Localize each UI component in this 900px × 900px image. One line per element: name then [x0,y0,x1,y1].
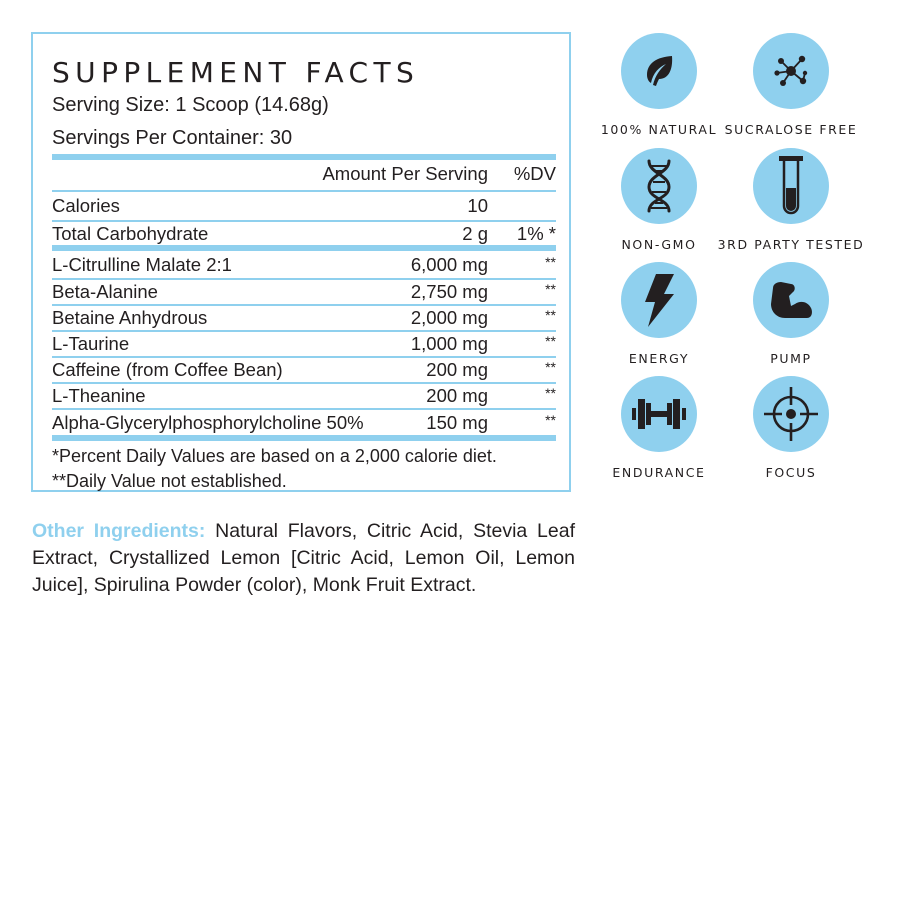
facts-row-total-carbohydrate [52,223,556,245]
badge-label: ENDURANCE [612,465,706,480]
nutrient-amount: 10 [467,195,488,216]
serving-size: Serving Size: 1 Scoop (14.68g) [52,94,329,116]
facts-row-beta-alanine [52,281,556,303]
divider [52,382,556,384]
ingredient-name: Betaine Anhydrous [52,307,208,328]
ingredient-name: Caffeine (from Coffee Bean) [52,359,283,380]
badge-circle [621,376,697,452]
other-ingredients-text: Natural Flavors, Citric Acid, Stevia Leaf Extract, Crystallized Lemon [Citric Acid, Lemon Oil, Lemon Juice], Spirulina Powder (color), Monk Fruit Extract. [32,520,575,596]
facts-row-caffeine [52,359,556,381]
test-tube-icon [776,154,806,218]
molecule-icon [769,49,813,93]
divider [52,304,556,306]
leaf-icon [639,51,679,91]
badge-100-natural [584,33,734,137]
nutrient-name: Total Carbohydrate [52,223,209,244]
flexed-arm-icon [767,278,815,322]
badge-sucralose-free [716,33,866,137]
header-amount: Amount Per Serving [322,163,488,184]
facts-row-calories [52,195,556,217]
facts-row-betaine [52,307,556,329]
ingredient-dv: ** [545,281,556,297]
dumbbell-icon [631,396,687,432]
badge-focus [716,376,866,480]
badge-circle [621,33,697,109]
supplement-facts-panel [31,32,571,492]
badge-circle [753,33,829,109]
ingredient-dv: ** [545,359,556,375]
ingredient-dv: ** [545,412,556,428]
badge-circle [753,262,829,338]
lightning-icon [642,272,676,328]
servings-per-container: Servings Per Container: 30 [52,127,293,149]
ingredient-dv: ** [545,385,556,401]
ingredient-amount: 6,000 mg [410,254,488,275]
divider [52,408,556,410]
facts-row-l-taurine [52,333,556,355]
badge-circle [621,148,697,224]
badge-circle [753,376,829,452]
badge-circle [621,262,697,338]
facts-header-row [52,163,556,185]
ingredient-name: L-Citrulline Malate 2:1 [52,254,232,275]
ingredient-amount: 2,000 mg [410,307,488,328]
divider [52,278,556,280]
ingredient-name: L-Taurine [52,333,130,354]
ingredient-amount: 200 mg [426,359,488,380]
badge-label: ENERGY [628,351,690,366]
ingredient-amount: 150 mg [426,412,488,433]
crosshair-icon [763,386,819,442]
divider-thick [52,245,556,251]
badge-circle [753,148,829,224]
ingredient-amount: 200 mg [426,385,488,406]
badge-label: NON-GMO [621,237,697,252]
ingredient-dv: ** [545,307,556,323]
footnote-dv-not-established: **Daily Value not established. [52,471,287,491]
badge-label: FOCUS [765,465,817,480]
facts-row-alpha-gpc [52,412,556,434]
ingredient-dv: ** [545,333,556,349]
other-ingredients-label: Other Ingredients: [32,520,206,542]
divider [52,330,556,332]
footnote-percent-dv: *Percent Daily Values are based on a 2,000 calorie diet. [52,446,497,466]
badge-non-gmo [584,148,734,252]
ingredient-name: Alpha-Glycerylphosphorylcholine 50% [52,412,364,433]
facts-title: SUPPLEMENT FACTS [52,56,420,89]
divider-thick [52,154,556,160]
nutrient-dv: 1% * [516,223,556,244]
ingredient-name: L-Theanine [52,385,146,406]
facts-row-l-theanine [52,385,556,407]
ingredient-amount: 1,000 mg [410,333,488,354]
divider [52,356,556,358]
badge-label: 3RD PARTY TESTED [717,237,865,252]
ingredient-name: Beta-Alanine [52,281,158,302]
badge-pump [716,262,866,366]
divider-thick [52,435,556,441]
other-ingredients [32,518,575,599]
badge-label: SUCRALOSE FREE [724,122,858,137]
nutrient-name: Calories [52,195,120,216]
divider [52,220,556,222]
dna-icon [639,157,679,215]
badge-label: PUMP [770,351,812,366]
badge-3rd-party-tested [716,148,866,252]
badge-energy [584,262,734,366]
divider [52,190,556,192]
badge-endurance [584,376,734,480]
badge-label: 100% NATURAL [600,122,718,137]
facts-row-l-citrulline [52,254,556,276]
ingredient-amount: 2,750 mg [410,281,488,302]
ingredient-dv: ** [545,254,556,270]
header-dv: %DV [513,163,556,184]
nutrient-amount: 2 g [462,223,488,244]
